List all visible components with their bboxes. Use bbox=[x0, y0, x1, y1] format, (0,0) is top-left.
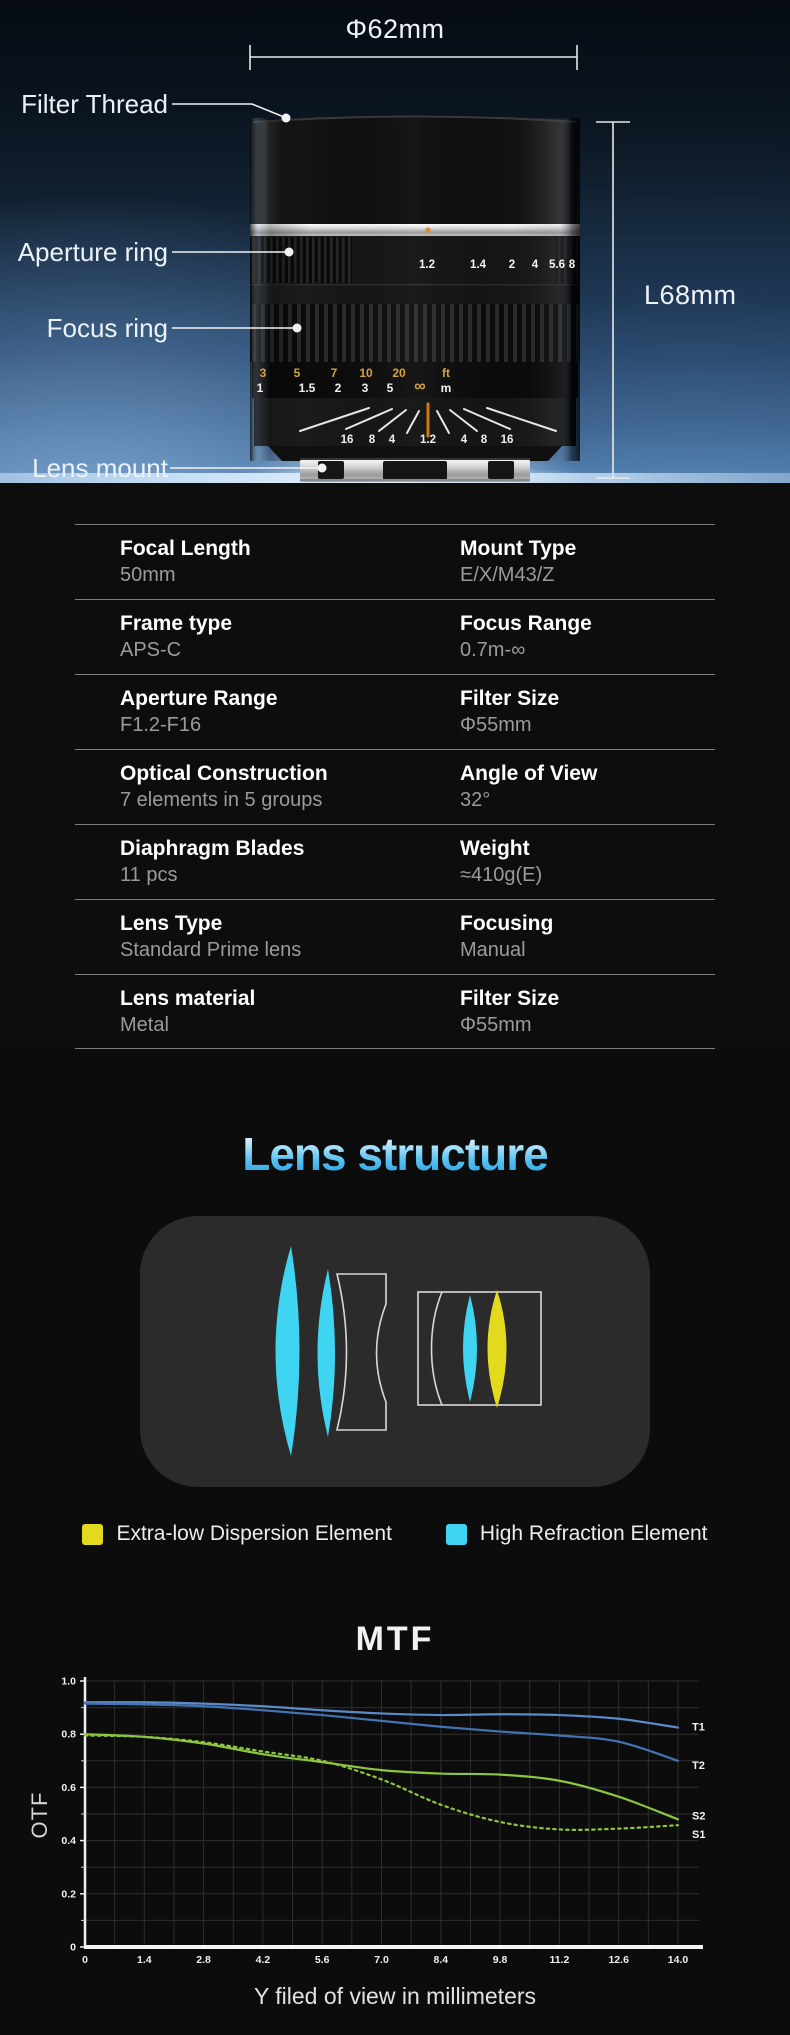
spec-value: 7 elements in 5 groups bbox=[120, 789, 323, 811]
lens-mount-ring bbox=[268, 446, 562, 482]
spec-cell-left bbox=[75, 985, 460, 1048]
lens-body bbox=[250, 117, 580, 462]
lens-marking: 5 bbox=[386, 381, 394, 395]
x-tick-label: 5.6 bbox=[314, 1954, 330, 1966]
high-refraction-element-1 bbox=[276, 1246, 300, 1456]
spec-label: Weight bbox=[460, 837, 530, 860]
spec-label: Focal Length bbox=[120, 537, 251, 560]
lens-structure-title: Lens structure bbox=[0, 1129, 790, 1179]
spec-label: Frame type bbox=[120, 612, 233, 635]
x-tick-label: 9.8 bbox=[492, 1954, 508, 1966]
spec-cell-right bbox=[460, 760, 715, 824]
x-tick-label: 1.4 bbox=[136, 1954, 152, 1966]
lens-marking: 1.5 bbox=[298, 381, 316, 395]
spec-value: ≈410g(E) bbox=[460, 864, 543, 886]
spec-row bbox=[75, 899, 715, 974]
lens-marking: 3 bbox=[259, 366, 267, 380]
spec-row bbox=[75, 824, 715, 899]
spec-row bbox=[75, 974, 715, 1049]
lens-marking: 5 bbox=[293, 366, 301, 380]
lens-marking: 20 bbox=[392, 366, 406, 380]
legend-item bbox=[446, 1522, 708, 1546]
spec-label: Lens material bbox=[120, 987, 256, 1010]
spec-row bbox=[75, 749, 715, 824]
lens-structure-section bbox=[0, 1129, 790, 1547]
lens-marking: 3 bbox=[361, 381, 369, 395]
mtf-title: MTF bbox=[355, 1620, 435, 1658]
lens-photo-section bbox=[0, 0, 790, 483]
y-tick-label: 0.6 bbox=[61, 1781, 76, 1794]
lens-marking: 7 bbox=[330, 366, 338, 380]
lens-elements-diagram bbox=[140, 1216, 650, 1487]
spec-cell-left bbox=[75, 610, 460, 674]
lens-marking: 16 bbox=[340, 434, 354, 446]
lens-marking: 5.6 bbox=[549, 259, 565, 271]
lens-marking: m bbox=[440, 381, 452, 395]
spec-value: 11 pcs bbox=[120, 864, 178, 886]
spec-value: 0.7m-∞ bbox=[460, 639, 526, 661]
y-tick-label: 0.4 bbox=[61, 1835, 76, 1848]
spec-cell-left bbox=[75, 685, 460, 749]
lens-marking: 8 bbox=[480, 434, 488, 446]
spec-label: Focus Range bbox=[460, 612, 592, 635]
spec-label: Focusing bbox=[460, 912, 554, 935]
spec-value: Φ55mm bbox=[460, 714, 532, 736]
legend-item bbox=[82, 1522, 391, 1546]
lens-marking: 8 bbox=[368, 434, 376, 446]
legend-label: Extra-low Dispersion Element bbox=[116, 1522, 392, 1545]
high-refraction-element-3 bbox=[463, 1295, 477, 1402]
spec-cell-right bbox=[460, 535, 715, 599]
spec-cell-right bbox=[460, 835, 715, 899]
spec-value: F1.2-F16 bbox=[120, 714, 202, 736]
spec-cell-right bbox=[460, 610, 715, 674]
spec-value: E/X/M43/Z bbox=[460, 564, 555, 586]
y-tick-label: 0 bbox=[70, 1941, 76, 1954]
spec-cell-right bbox=[460, 685, 715, 749]
spec-value: 50mm bbox=[120, 564, 176, 586]
lens-structure-diagram bbox=[140, 1216, 650, 1487]
spec-label: Aperture Range bbox=[120, 687, 278, 710]
x-tick-label: 12.6 bbox=[608, 1954, 629, 1966]
y-tick-label: 0.8 bbox=[61, 1728, 76, 1741]
spec-cell-left bbox=[75, 910, 460, 974]
spec-value: 32° bbox=[460, 789, 491, 811]
spec-label: Optical Construction bbox=[120, 762, 328, 785]
series-label-T1: T1 bbox=[692, 1721, 705, 1734]
spec-cell-right bbox=[460, 910, 715, 974]
spec-value: Metal bbox=[120, 1014, 169, 1036]
series-label-S1: S1 bbox=[692, 1829, 706, 1842]
lens-marking: 1.2 bbox=[420, 434, 436, 446]
lens-marking: 8 bbox=[568, 259, 576, 271]
y-tick-label: 0.2 bbox=[61, 1888, 76, 1901]
x-tick-label: 4.2 bbox=[255, 1954, 271, 1966]
spec-cell-right bbox=[460, 985, 715, 1048]
diameter-dimension-label: Φ62mm bbox=[345, 14, 445, 44]
callout-focus-ring: Focus ring bbox=[46, 313, 168, 343]
spec-cell-left bbox=[75, 535, 460, 599]
lens-marking: 4 bbox=[531, 259, 539, 271]
lens-concave-edge bbox=[432, 1292, 443, 1405]
structure-legend bbox=[0, 1521, 790, 1547]
x-tick-label: 11.2 bbox=[549, 1954, 570, 1966]
x-tick-label: 8.4 bbox=[433, 1954, 449, 1966]
high-refraction-element-2 bbox=[318, 1269, 336, 1437]
spec-row bbox=[75, 599, 715, 674]
diameter-measure-line bbox=[250, 45, 577, 70]
spec-row bbox=[75, 524, 715, 599]
lens-marking: 2 bbox=[508, 259, 516, 271]
spec-label: Mount Type bbox=[460, 537, 577, 560]
lens-marking: 4 bbox=[388, 434, 396, 446]
callout-filter-thread: Filter Thread bbox=[21, 89, 168, 119]
mtf-section bbox=[0, 1619, 790, 2010]
lens-marking: 16 bbox=[500, 434, 514, 446]
lens-marking: ft bbox=[442, 366, 450, 380]
mtf-x-axis-label: Y filed of view in millimeters bbox=[253, 1983, 537, 2009]
spec-table bbox=[75, 524, 715, 1049]
spec-cell-left bbox=[75, 835, 460, 899]
spec-table-section bbox=[0, 483, 790, 1049]
spec-row bbox=[75, 674, 715, 749]
lens-group-outline-left bbox=[337, 1274, 386, 1430]
lens-marking: 1.4 bbox=[470, 259, 486, 271]
lens-marking: 1.2 bbox=[419, 259, 435, 271]
spec-value: Manual bbox=[460, 939, 526, 961]
length-dimension-label: L68mm bbox=[644, 280, 737, 310]
lens-marking: 2 bbox=[334, 381, 342, 395]
legend-label: High Refraction Element bbox=[479, 1522, 708, 1545]
lens-marking: ∞ bbox=[414, 378, 426, 395]
x-tick-label: 14.0 bbox=[667, 1954, 689, 1966]
spec-value: APS-C bbox=[120, 639, 182, 661]
spec-label: Lens Type bbox=[120, 912, 223, 935]
spec-label: Filter Size bbox=[460, 687, 560, 710]
spec-label: Angle of View bbox=[460, 762, 598, 785]
series-label-T2: T2 bbox=[692, 1759, 705, 1772]
callout-aperture-ring: Aperture ring bbox=[17, 237, 168, 267]
length-measure-line bbox=[596, 122, 630, 478]
callout-lens-mount: Lens mount bbox=[32, 453, 168, 483]
spec-cell-left bbox=[75, 760, 460, 824]
mtf-chart-wrap bbox=[0, 1660, 790, 1982]
spec-value: Standard Prime lens bbox=[120, 939, 302, 961]
lens-marking: 1 bbox=[256, 381, 264, 395]
spec-label: Diaphragm Blades bbox=[120, 837, 305, 860]
legend-swatch bbox=[446, 1524, 467, 1545]
lens-marking: 10 bbox=[359, 366, 373, 380]
mtf-chart bbox=[0, 1660, 790, 1982]
x-tick-label: 0 bbox=[82, 1954, 88, 1966]
x-tick-label: 2.8 bbox=[196, 1954, 211, 1966]
spec-value: Φ55mm bbox=[460, 1014, 532, 1036]
extra-low-dispersion-element bbox=[488, 1290, 507, 1408]
spec-label: Filter Size bbox=[460, 987, 560, 1010]
lens-marking: 4 bbox=[460, 434, 468, 446]
x-tick-label: 7.0 bbox=[374, 1954, 389, 1966]
mtf-y-axis-label: OTF bbox=[27, 1791, 52, 1839]
series-label-S2: S2 bbox=[692, 1810, 706, 1823]
legend-swatch bbox=[82, 1524, 103, 1545]
y-tick-label: 1.0 bbox=[61, 1675, 76, 1688]
